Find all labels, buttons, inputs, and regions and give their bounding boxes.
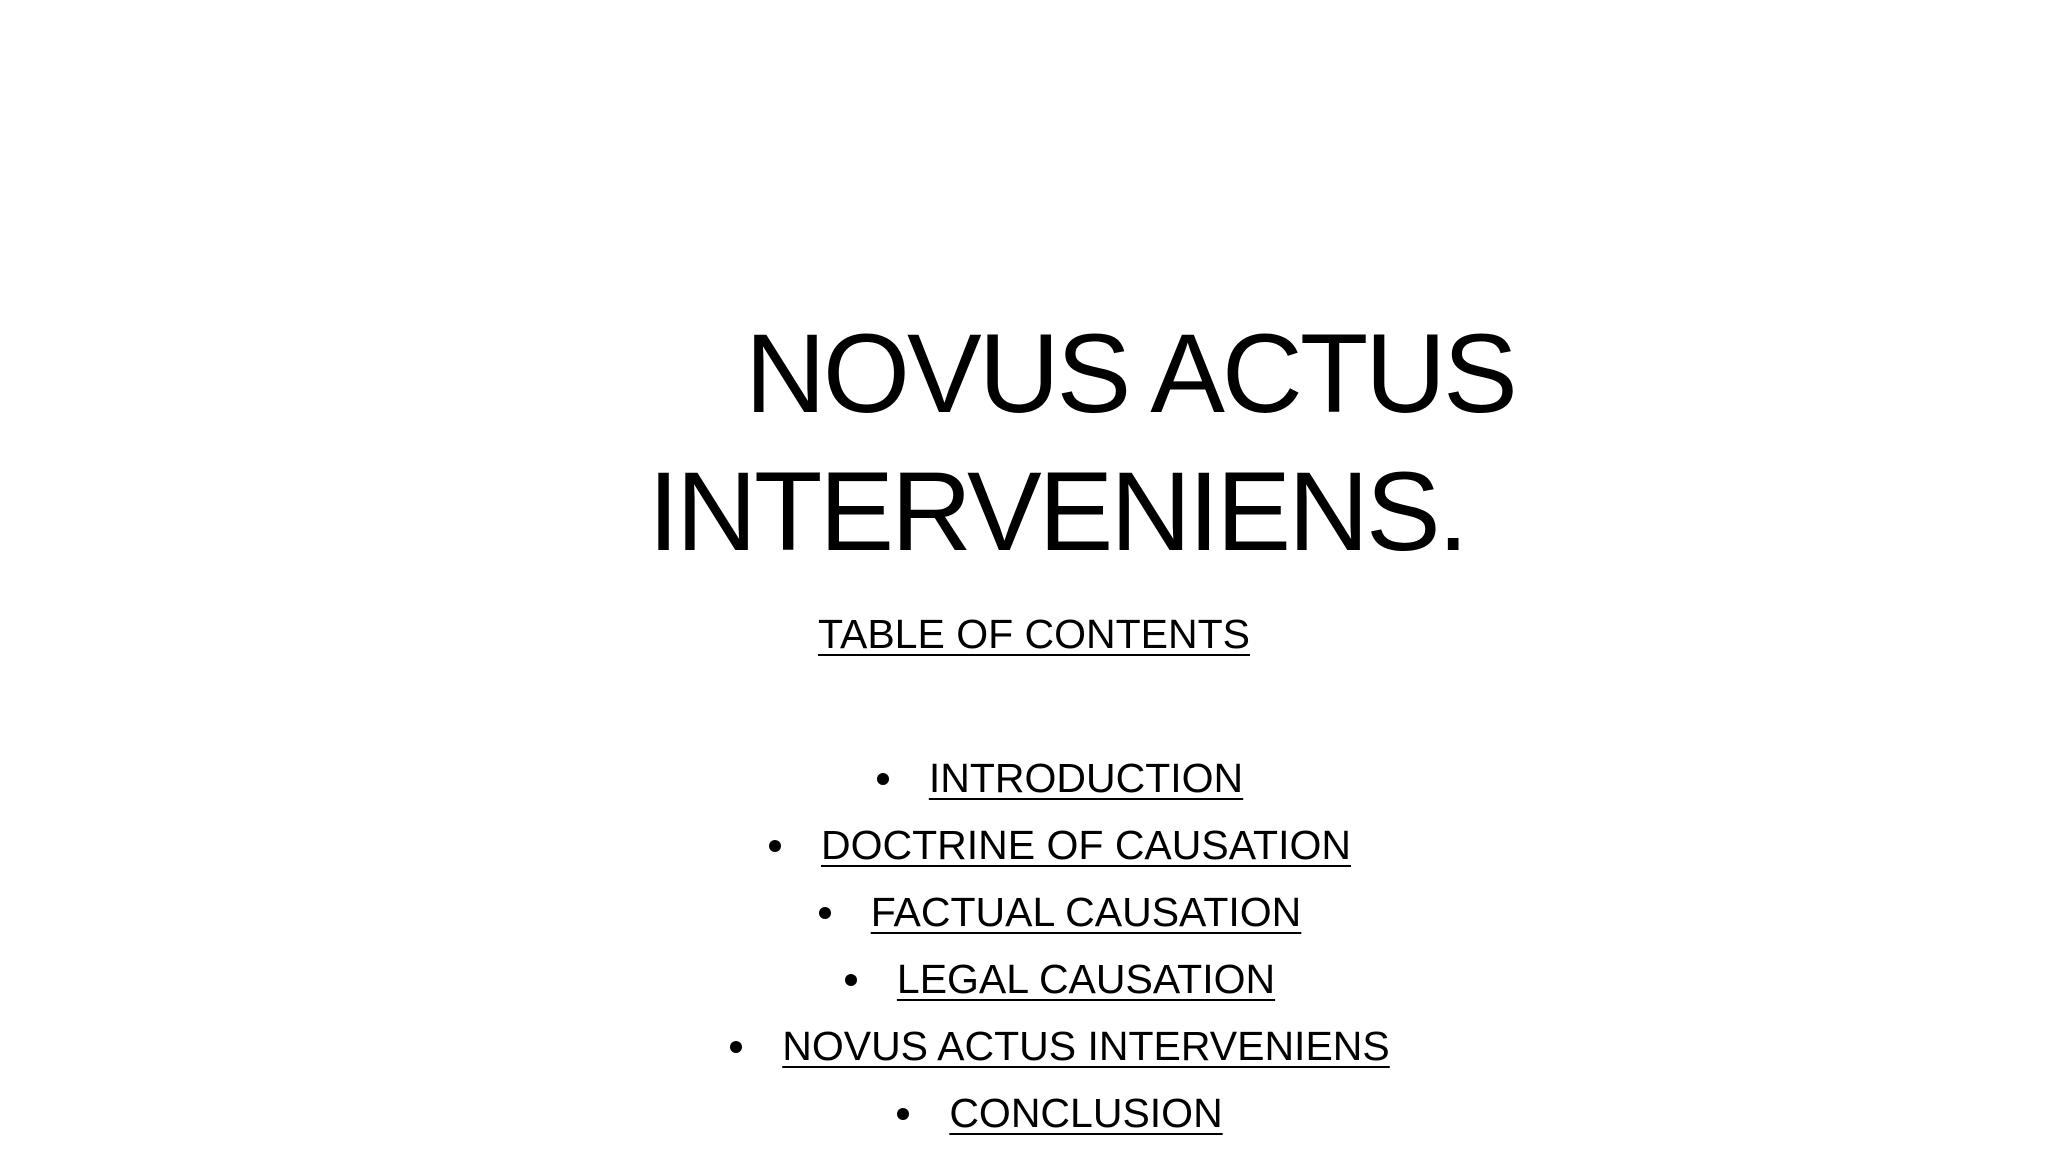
toc-item-doctrine-of-causation bbox=[0, 812, 2048, 879]
toc-link-conclusion[interactable]: CONCLUSION bbox=[949, 1090, 1223, 1136]
bullet-icon bbox=[819, 907, 831, 919]
slide-title-line-2: INTERVENIENS. bbox=[648, 449, 1466, 574]
slide-title-line-1: NOVUS ACTUS bbox=[745, 311, 1515, 436]
toc-item-factual-causation bbox=[0, 879, 2048, 946]
toc-item-conclusion bbox=[0, 1080, 2048, 1147]
bullet-icon bbox=[877, 773, 889, 785]
bullet-icon bbox=[769, 840, 781, 852]
toc-list bbox=[0, 745, 2048, 1147]
toc-item-legal-causation bbox=[0, 946, 2048, 1013]
toc-link-doctrine-of-causation[interactable]: DOCTRINE OF CAUSATION bbox=[821, 822, 1351, 868]
toc-item-novus-actus-interveniens bbox=[0, 1013, 2048, 1080]
bullet-icon bbox=[845, 974, 857, 986]
bullet-icon bbox=[897, 1108, 909, 1120]
toc-link-legal-causation[interactable]: LEGAL CAUSATION bbox=[896, 956, 1276, 1002]
toc-item-introduction bbox=[0, 745, 2048, 812]
toc-link-introduction[interactable]: INTRODUCTION bbox=[928, 755, 1244, 801]
toc-heading: TABLE OF CONTENTS bbox=[817, 611, 1251, 657]
bullet-icon bbox=[730, 1041, 742, 1053]
toc-link-factual-causation[interactable]: FACTUAL CAUSATION bbox=[870, 889, 1302, 935]
toc-link-novus-actus-interveniens[interactable]: NOVUS ACTUS INTERVENIENS bbox=[782, 1023, 1390, 1069]
